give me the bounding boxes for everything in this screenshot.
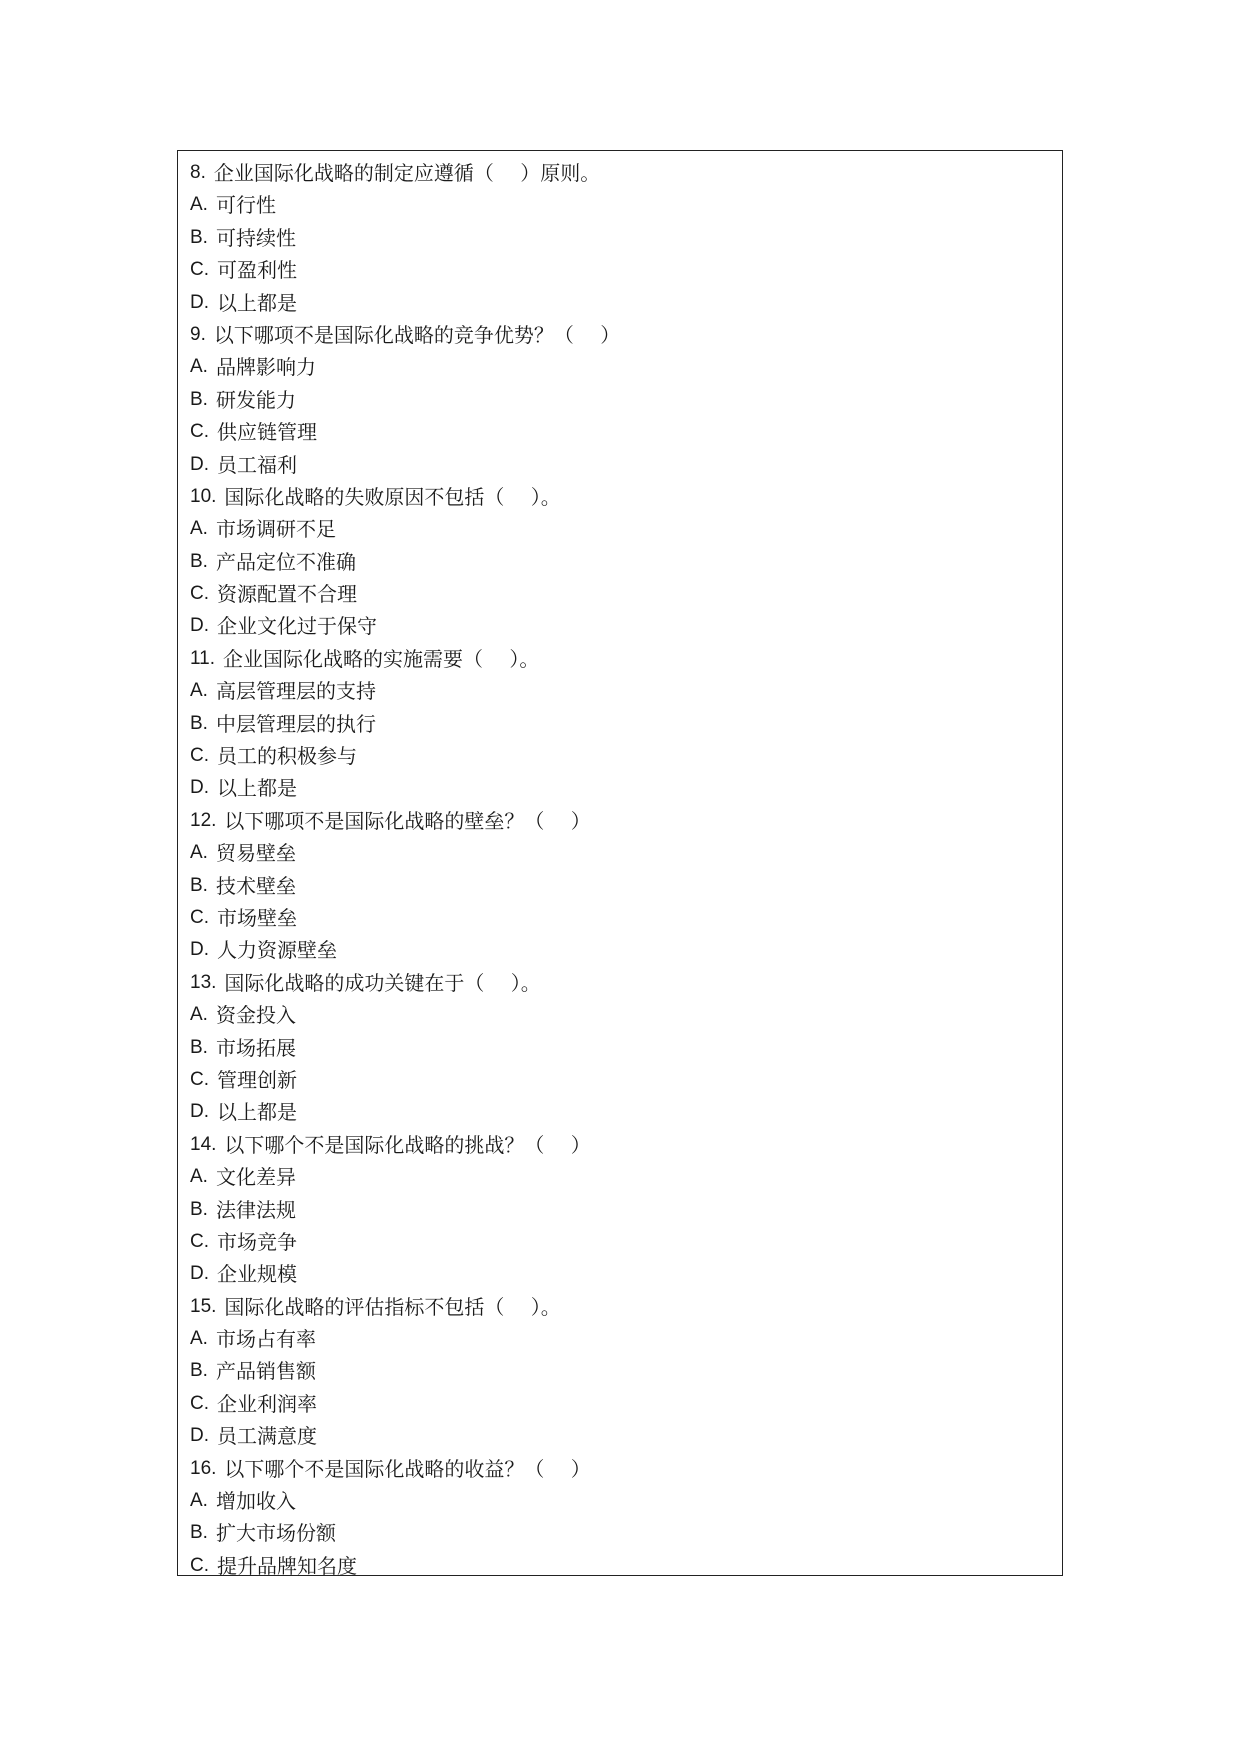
question-12 xyxy=(190,805,1062,837)
option-letter: D. xyxy=(190,939,209,961)
question-13 xyxy=(190,967,1062,999)
question-number: 9. xyxy=(190,323,206,345)
option-text: 文化差异 xyxy=(215,1165,296,1190)
option-8-a xyxy=(190,189,1062,221)
option-9-a xyxy=(190,351,1062,383)
option-text: 以上都是 xyxy=(217,776,297,801)
option-letter: A. xyxy=(190,1004,208,1026)
option-letter: A. xyxy=(190,680,208,702)
option-letter: D. xyxy=(190,615,209,637)
option-15-a xyxy=(190,1323,1062,1355)
question-box xyxy=(177,150,1063,1576)
option-text: 法律法规 xyxy=(215,1197,296,1222)
option-10-d xyxy=(190,610,1062,642)
option-text: 可盈利性 xyxy=(217,258,297,283)
question-number: 12. xyxy=(190,809,217,831)
option-8-d xyxy=(190,287,1062,319)
option-16-a xyxy=(190,1485,1062,1517)
option-11-d xyxy=(190,772,1062,804)
option-14-a xyxy=(190,1161,1062,1193)
question-number: 10. xyxy=(190,485,217,507)
option-text: 提升品牌知名度 xyxy=(217,1553,357,1578)
option-15-d xyxy=(190,1420,1062,1452)
option-text: 市场调研不足 xyxy=(215,517,336,542)
option-12-c xyxy=(190,902,1062,934)
option-letter: C. xyxy=(190,1230,209,1252)
option-12-a xyxy=(190,837,1062,869)
option-letter: A. xyxy=(190,1490,208,1512)
question-text: 以下哪个不是国际化战略的挑战？（ ） xyxy=(224,1132,591,1157)
option-text: 企业利润率 xyxy=(217,1391,317,1416)
option-text: 员工的积极参与 xyxy=(217,744,357,769)
option-text: 增加收入 xyxy=(215,1489,296,1514)
option-text: 以上都是 xyxy=(217,1100,297,1125)
question-number: 11. xyxy=(190,647,216,669)
option-8-b xyxy=(190,222,1062,254)
option-text: 产品定位不准确 xyxy=(215,549,356,574)
option-letter: C. xyxy=(190,745,209,767)
option-letter: C. xyxy=(190,259,209,281)
option-text: 扩大市场份额 xyxy=(215,1521,336,1546)
option-text: 供应链管理 xyxy=(217,420,317,445)
option-letter: A. xyxy=(190,1166,208,1188)
option-text: 品牌影响力 xyxy=(215,355,316,380)
option-letter: D. xyxy=(190,777,209,799)
option-text: 可行性 xyxy=(215,193,276,218)
option-letter: D. xyxy=(190,291,209,313)
question-14 xyxy=(190,1129,1062,1161)
option-letter: B. xyxy=(190,1360,208,1382)
question-text: 国际化战略的评估指标不包括（ ）。 xyxy=(224,1294,561,1319)
option-letter: B. xyxy=(190,226,208,248)
option-12-b xyxy=(190,870,1062,902)
question-text: 以下哪项不是国际化战略的竞争优势？（ ） xyxy=(213,322,621,347)
option-text: 员工满意度 xyxy=(217,1424,317,1449)
option-letter: B. xyxy=(190,550,208,572)
option-letter: A. xyxy=(190,194,208,216)
option-13-b xyxy=(190,1032,1062,1064)
option-10-c xyxy=(190,578,1062,610)
question-number: 8. xyxy=(190,162,206,183)
option-15-b xyxy=(190,1355,1062,1387)
option-text: 市场拓展 xyxy=(215,1035,296,1060)
option-12-d xyxy=(190,934,1062,966)
option-text: 市场竞争 xyxy=(217,1229,297,1254)
option-letter: A. xyxy=(190,518,208,540)
option-13-a xyxy=(190,999,1062,1031)
option-text: 管理创新 xyxy=(217,1067,297,1092)
option-text: 企业文化过于保守 xyxy=(217,614,377,639)
option-14-b xyxy=(190,1194,1062,1226)
option-text: 研发能力 xyxy=(215,387,296,412)
question-8 xyxy=(190,157,1062,189)
option-9-d xyxy=(190,449,1062,481)
option-letter: B. xyxy=(190,712,208,734)
option-text: 可持续性 xyxy=(215,225,296,250)
question-16 xyxy=(190,1453,1062,1485)
option-14-c xyxy=(190,1226,1062,1258)
question-number: 13. xyxy=(190,971,217,993)
question-9 xyxy=(190,319,1062,351)
question-number: 14. xyxy=(190,1133,217,1155)
option-10-a xyxy=(190,513,1062,545)
option-text: 员工福利 xyxy=(217,452,297,477)
option-letter: D. xyxy=(190,1425,209,1447)
option-text: 资源配置不合理 xyxy=(217,582,357,607)
option-10-b xyxy=(190,546,1062,578)
option-letter: D. xyxy=(190,1101,209,1123)
option-letter: C. xyxy=(190,1392,209,1414)
option-9-b xyxy=(190,384,1062,416)
question-text: 以下哪个不是国际化战略的收益？（ ） xyxy=(224,1456,591,1481)
option-letter: B. xyxy=(190,874,208,896)
option-letter: B. xyxy=(190,388,208,410)
option-letter: C. xyxy=(190,1554,209,1576)
option-11-a xyxy=(190,675,1062,707)
question-text: 企业国际化战略的制定应遵循（ ）原则。 xyxy=(213,161,601,185)
option-text: 贸易壁垒 xyxy=(215,841,296,866)
option-16-c xyxy=(190,1550,1062,1582)
option-text: 市场壁垒 xyxy=(217,905,297,930)
option-letter: B. xyxy=(190,1522,208,1544)
option-9-c xyxy=(190,416,1062,448)
option-letter: D. xyxy=(190,453,209,475)
option-11-b xyxy=(190,708,1062,740)
option-letter: A. xyxy=(190,356,208,378)
question-text: 国际化战略的失败原因不包括（ ）。 xyxy=(224,484,561,509)
question-number: 15. xyxy=(190,1295,217,1317)
option-13-c xyxy=(190,1064,1062,1096)
question-15 xyxy=(190,1291,1062,1323)
option-text: 技术壁垒 xyxy=(215,873,296,898)
option-15-c xyxy=(190,1388,1062,1420)
option-14-d xyxy=(190,1258,1062,1290)
option-letter: C. xyxy=(190,906,209,928)
option-letter: A. xyxy=(190,1328,208,1350)
question-text: 以下哪项不是国际化战略的壁垒？（ ） xyxy=(224,808,591,833)
option-text: 高层管理层的支持 xyxy=(215,679,376,704)
option-11-c xyxy=(190,740,1062,772)
option-text: 中层管理层的执行 xyxy=(215,711,376,736)
option-letter: D. xyxy=(190,1263,209,1285)
option-letter: C. xyxy=(190,583,209,605)
option-text: 产品销售额 xyxy=(215,1359,316,1384)
question-11 xyxy=(190,643,1062,675)
option-letter: A. xyxy=(190,842,208,864)
option-letter: C. xyxy=(190,421,209,443)
question-text: 企业国际化战略的实施需要（ ）。 xyxy=(223,646,540,671)
option-text: 企业规模 xyxy=(217,1262,297,1287)
option-letter: C. xyxy=(190,1068,209,1090)
option-text: 资金投入 xyxy=(215,1003,296,1028)
option-16-b xyxy=(190,1517,1062,1549)
option-text: 人力资源壁垒 xyxy=(217,938,337,963)
question-10 xyxy=(190,481,1062,513)
option-8-c xyxy=(190,254,1062,286)
question-text: 国际化战略的成功关键在于（ ）。 xyxy=(224,970,541,995)
option-13-d xyxy=(190,1096,1062,1128)
option-text: 以上都是 xyxy=(217,290,297,315)
option-letter: B. xyxy=(190,1036,208,1058)
question-number: 16. xyxy=(190,1457,217,1479)
option-text: 市场占有率 xyxy=(215,1327,316,1352)
option-letter: B. xyxy=(190,1198,208,1220)
